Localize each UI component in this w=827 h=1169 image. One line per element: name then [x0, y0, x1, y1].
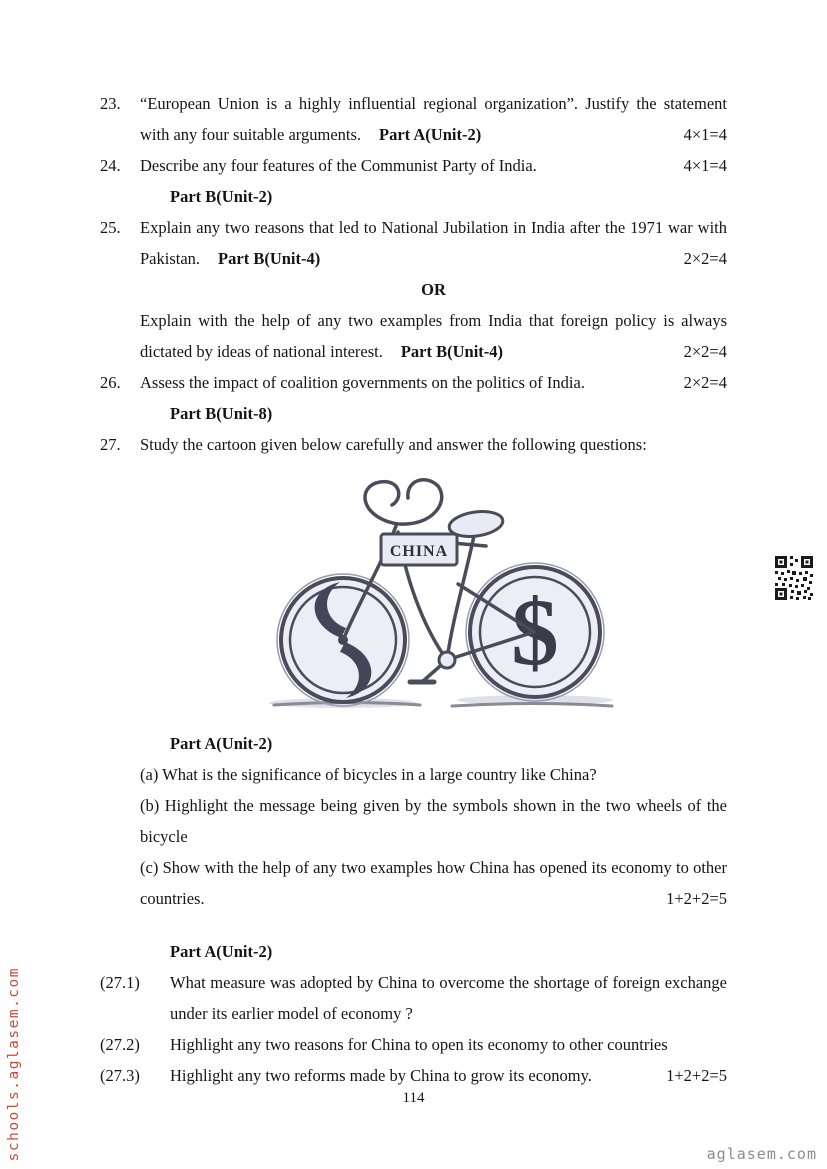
left-wheel — [277, 574, 409, 706]
marks: 2×2=4 — [683, 373, 727, 392]
question-text: “European Union is a highly influential regional organization”. Justify the statement with any four suitable arguments. — [140, 94, 727, 144]
question-27-3 — [100, 1060, 727, 1091]
bicycle-cartoon — [140, 472, 727, 714]
question-26 — [100, 367, 727, 429]
china-sign — [381, 534, 457, 565]
question-text: Study the cartoon given below carefully and answer the following questions: — [140, 435, 647, 454]
marks: 4×1=4 — [683, 125, 727, 144]
side-watermark: schools.aglasem.com — [6, 966, 22, 1161]
question-text: What measure was adopted by China to overcome the shortage of foreign exchange under its earlier model of economy ? — [170, 973, 727, 1023]
page-content — [100, 88, 727, 1091]
marks: 2×2=4 — [683, 249, 727, 268]
question-text: Highlight any two reforms made by China to grow its economy. — [170, 1066, 592, 1085]
question-text: Explain with the help of any two examples from India that foreign policy is always dictated by ideas of national interest. — [140, 311, 727, 361]
question-27 — [100, 429, 727, 914]
question-24 — [100, 150, 727, 212]
bicycle-cartoon-image — [248, 472, 620, 714]
part-label: Part B(Unit-2) — [170, 187, 273, 206]
or-label: OR — [421, 280, 446, 299]
part-label: Part A(Unit-2) — [170, 734, 273, 753]
question-number: 27. — [100, 435, 121, 454]
part-label: Part A(Unit-2) — [379, 125, 482, 144]
question-27-2 — [100, 1029, 727, 1060]
marks: 1+2+2=5 — [666, 889, 727, 908]
question-25 — [100, 212, 727, 367]
question-text: Describe any four features of the Communist Party of India. — [140, 156, 537, 175]
question-number: 26. — [100, 373, 121, 392]
question-number: (27.2) — [100, 1035, 140, 1054]
part-label: Part B(Unit-4) — [218, 249, 321, 268]
part-label: Part B(Unit-4) — [400, 342, 504, 361]
footer-brand: aglasem.com — [706, 1145, 817, 1163]
sub-question-b: (b) Highlight the message being given by the symbols shown in the two wheels of the bicycle — [140, 796, 727, 846]
question-number: 25. — [100, 218, 121, 237]
handlebar — [365, 482, 399, 524]
question-text: Assess the impact of coalition governments on the politics of India. — [140, 373, 585, 392]
marks: 1+2+2=5 — [666, 1066, 727, 1085]
question-number: 24. — [100, 156, 121, 175]
sub-question-c: (c) Show with the help of any two examples how China has opened its economy to other countries. — [140, 858, 727, 908]
marks: 4×1=4 — [683, 156, 727, 175]
question-text: Highlight any two reasons for China to open its economy to other countries — [170, 1035, 668, 1054]
question-number: (27.1) — [100, 973, 140, 992]
question-27-1 — [100, 967, 727, 1029]
part-label: Part B(Unit-8) — [170, 404, 273, 423]
part-label: Part A(Unit-2) — [170, 942, 273, 961]
question-23 — [100, 88, 727, 150]
sub-question-a: (a) What is the significance of bicycles in a large country like China? — [140, 765, 597, 784]
question-text: Explain any two reasons that led to National Jubilation in India after the 1971 war with Pakistan. — [140, 218, 727, 268]
page-number: 114 — [402, 1090, 425, 1106]
ground-line — [452, 704, 612, 707]
qr-code — [775, 556, 813, 600]
question-number: 23. — [100, 94, 121, 113]
question-number: (27.3) — [100, 1066, 140, 1085]
handlebar — [400, 480, 442, 524]
dollar-symbol: $ — [510, 579, 559, 685]
marks: 2×2=4 — [683, 342, 727, 361]
bottom-bracket — [439, 652, 455, 668]
china-label: CHINA — [389, 543, 448, 560]
